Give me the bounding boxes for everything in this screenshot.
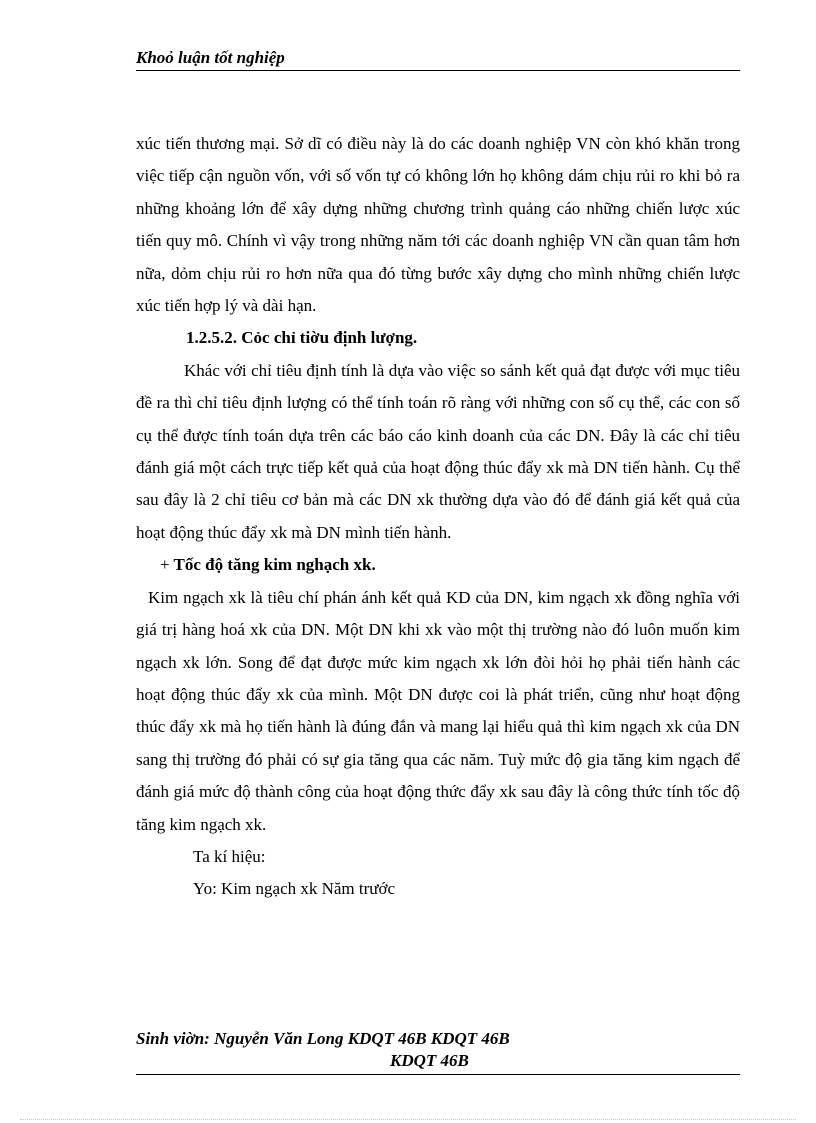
plus-symbol: + xyxy=(160,555,170,575)
paragraph-1: xúc tiến thương mại. Sở dĩ có điều này là do các doanh nghiệp VN còn khó khăn trong việc tiếp cận nguồn vốn, với số vốn tự có không lớn họ không dám chịu rủi ro khi bỏ ra những khoảng lớn để xây dựng những chương trình quảng cáo những chiến lược xúc tiến quy mô. Chính vì vậy trong những năm tới các doanh nghiệp VN cần quan tâm hơn nữa, dỏm chịu rủi ro hơn nữa qua đó từng bước xây dựng cho mình những chiến lược xúc tiến hợp lý và dài hạn. xyxy=(136,134,740,316)
page-footer xyxy=(136,1028,740,1075)
paragraph-3: Kim ngạch xk là tiêu chí phán ánh kết quả KD của DN, kim ngạch xk đồng nghĩa với giá trị hàng hoá xk của DN. Một DN khi xk vào một thị trường nào đó luôn muốn kim ngạch xk lớn. Song để đạt được mức kim ngạch xk lớn đòi hỏi họ phải tiến hành các hoạt động thúc đẩy xk của mình. Một DN được coi là phát triển, cũng như hoạt động thúc đẩy xk mà họ tiến hành là đúng đắn và mang lại hiểu quả thì kim ngạch xk của DN sang thị trường đó phải có sự gia tăng qua các năm. Tuỳ mức độ gia tăng kim ngạch để đánh giá mức độ thành công của hoạt động thức đẩy xk sau đây là công thức tính tốc độ tăng kim ngạch xk. xyxy=(136,587,740,834)
page-edge-divider xyxy=(20,1119,796,1120)
notation-line: Ta kí hiệu: xyxy=(193,846,266,866)
header-title: Khoỏ luận tốt nghiệp xyxy=(136,48,285,67)
paragraph-2: Khác với chỉ tiêu định tính là dựa vào việc so sánh kết quả đạt được với mục tiêu đề ra thì chỉ tiêu định lượng có thể tính toán rõ ràng với những con số cụ thể, các con số cụ thể được tính toán dựa trên các báo cáo kinh doanh của các DN. Đây là các chỉ tiêu đánh giá một cách trực tiếp kết quả của hoạt động thúc đẩy xk mà DN tiến hành. Cụ thể sau đây là 2 chỉ tiêu cơ bản mà các DN xk thường dựa vào đó để đánh giá kết quả của hoạt động thúc đẩy xk mà DN mình tiến hành. xyxy=(136,360,740,542)
formula-line: Yo: Kim ngạch xk Năm trước xyxy=(193,879,396,899)
section-heading: 1.2.5.2. Cỏc chỉ tiờu định lượng. xyxy=(186,328,418,348)
footer-line-2: KDQT 46B xyxy=(390,1051,469,1070)
subsection-heading xyxy=(136,549,740,581)
footer-line-1: Sinh viờn: Nguyễn Văn Long KDQT 46B KDQT 46B xyxy=(136,1029,510,1048)
body-text xyxy=(136,128,740,906)
page-header xyxy=(136,48,740,71)
subsection-heading-text: Tốc độ tăng kim nghạch xk. xyxy=(173,555,376,575)
